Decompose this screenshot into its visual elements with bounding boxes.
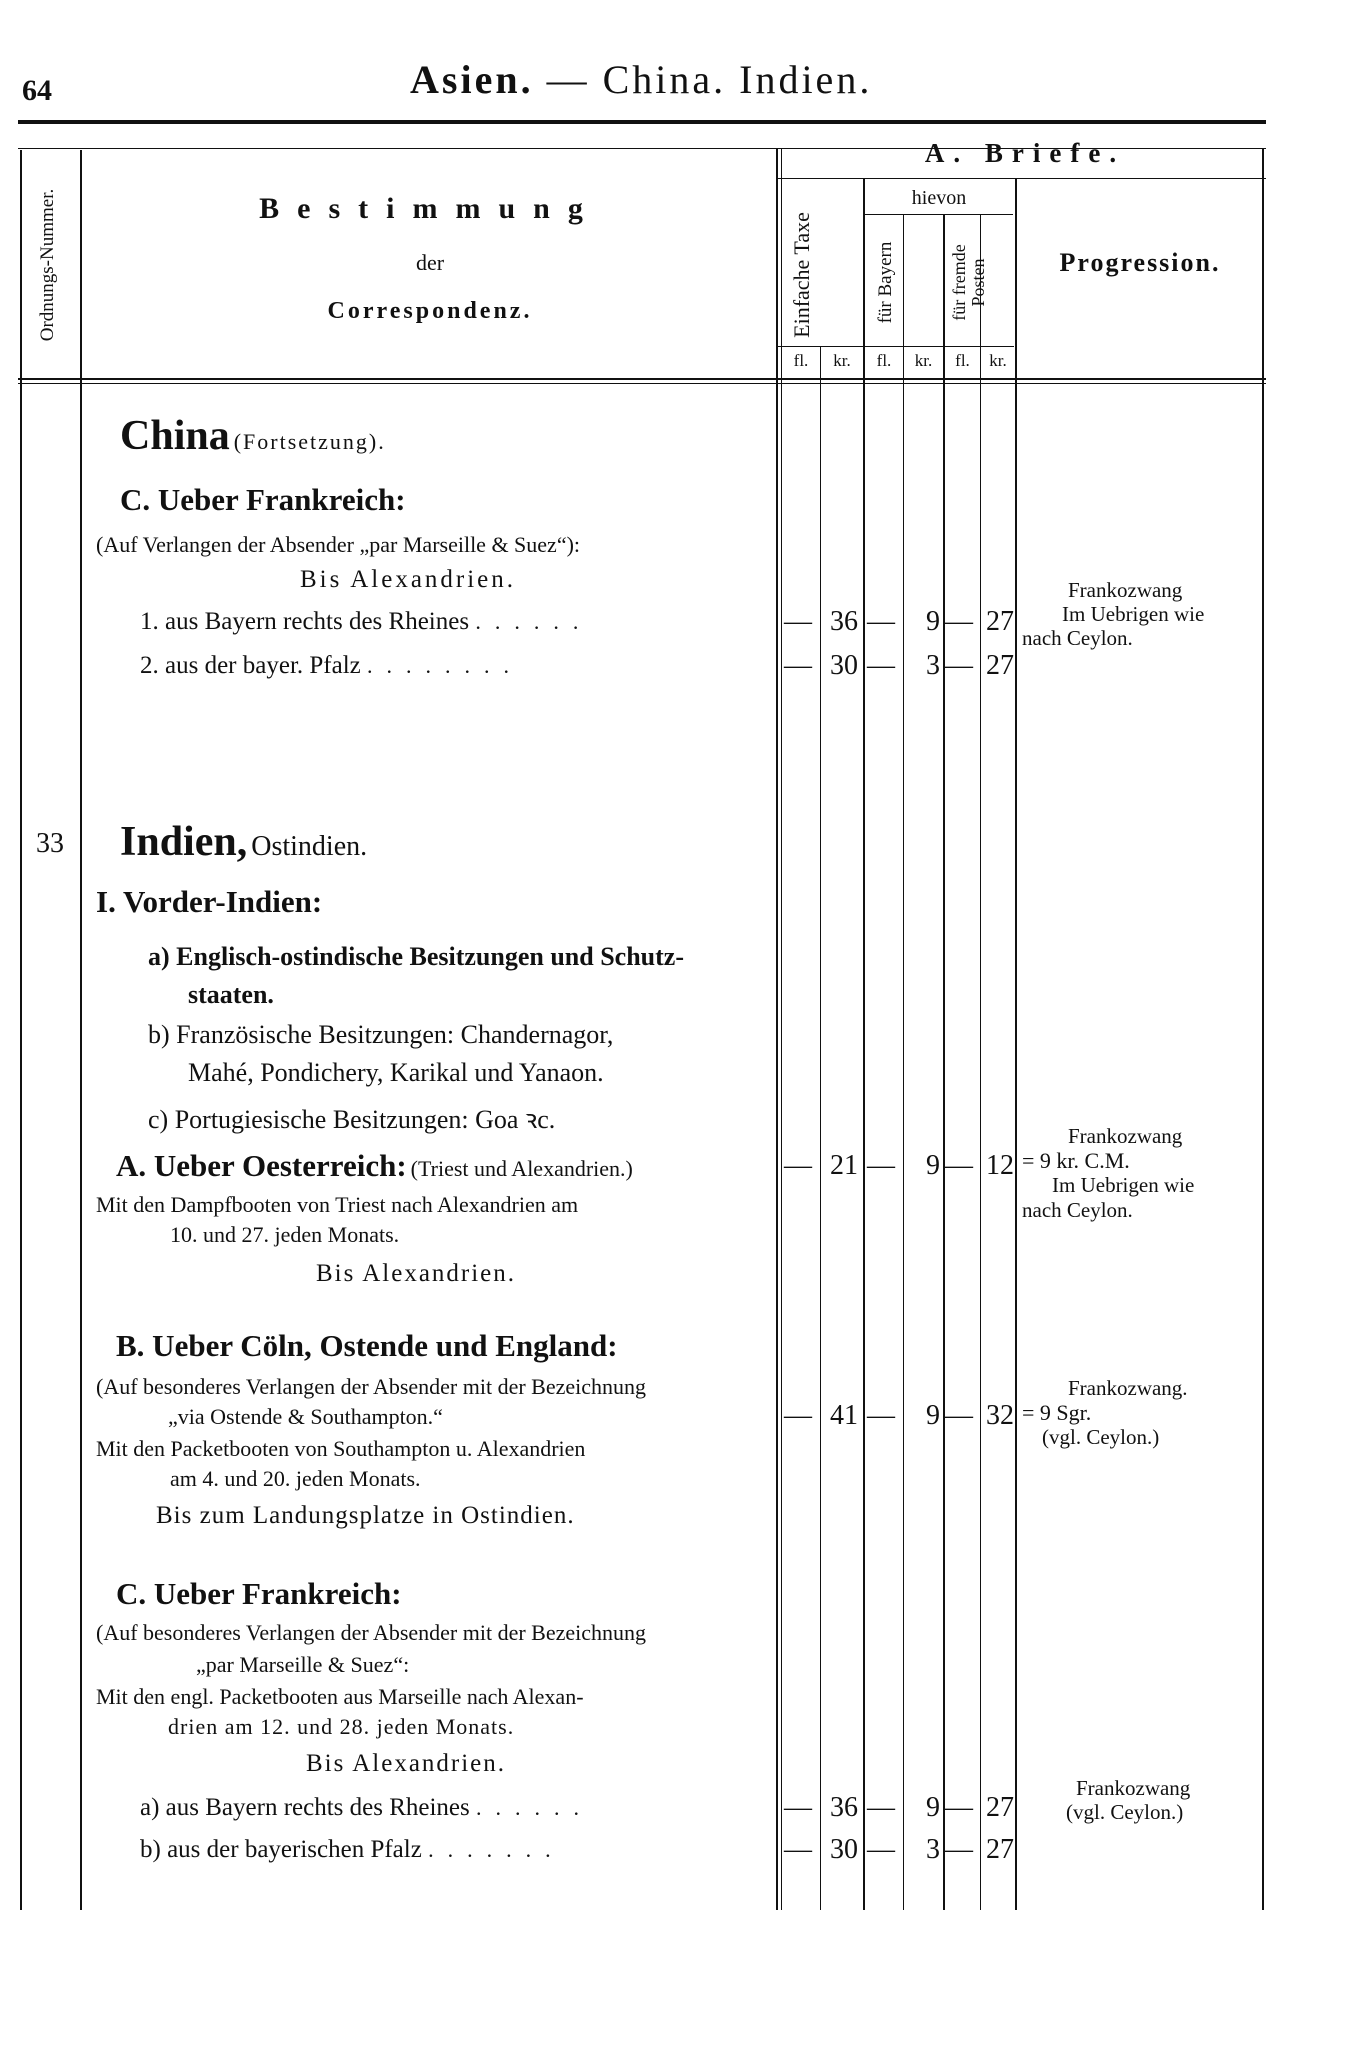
route-c-row-2-bfl: — <box>867 1834 895 1865</box>
route-b-line-1: (Auf besonderes Verlangen der Absender mit der Bezeichnung <box>96 1374 647 1399</box>
route-c-row-2-leader: ....... <box>428 1837 565 1862</box>
route-b-tfl: — <box>784 1400 812 1431</box>
header-briefe: A. Briefe. <box>924 138 1126 168</box>
china-row-2-bfl: — <box>867 650 895 681</box>
header-hievon: hievon <box>911 187 967 209</box>
route-c-row-2-fkr: 27 <box>986 1834 1014 1865</box>
route-a-prog-3: Im Uebrigen wie <box>1052 1173 1195 1198</box>
china-row-2-ffl: — <box>945 650 973 681</box>
route-c-row-2-label <box>140 1836 565 1864</box>
route-a-progression <box>1022 1124 1194 1222</box>
china-bis: Bis Alexandrien. <box>300 566 517 593</box>
route-c-line-4: drien am 12. und 28. jeden Monats. <box>168 1714 515 1739</box>
route-a-bkr: 9 <box>926 1150 940 1181</box>
china-row-1-fkr: 27 <box>986 606 1014 637</box>
indien-c-line-1: c) Portugiesische Besitzungen: Goa ꝛc. <box>148 1105 556 1134</box>
header-bottom-rule-2 <box>18 383 1266 384</box>
route-b-progression <box>1022 1376 1188 1450</box>
header-einfache-taxe: Einfache Taxe <box>789 212 814 338</box>
col-ffl <box>980 214 981 1910</box>
page-number: 64 <box>22 74 52 107</box>
route-c-row-1-bkr: 9 <box>926 1792 940 1823</box>
route-c-row-1-fkr: 27 <box>986 1792 1014 1823</box>
header-bottom-rule <box>18 378 1266 380</box>
indien-route-a-title <box>116 1148 633 1184</box>
route-c-row-1-bfl: — <box>867 1792 895 1823</box>
china-section-title <box>120 412 386 460</box>
route-b-bkr: 9 <box>926 1400 940 1431</box>
route-c-row-2-tkr: 30 <box>830 1834 858 1865</box>
route-a-tkr: 21 <box>830 1150 858 1181</box>
indien-b-line-1: b) Französische Besitzungen: Chandernagor, <box>148 1020 614 1049</box>
route-a-title: A. Ueber Oesterreich: <box>116 1148 407 1183</box>
china-row-2-tfl: — <box>784 650 812 681</box>
briefe-rule <box>778 178 1266 179</box>
page-title-main: Asien. <box>410 57 534 102</box>
china-row-2-fkr: 27 <box>986 650 1014 681</box>
china-prog-2: Im Uebrigen wie <box>1062 602 1205 627</box>
col-text-border <box>776 148 778 1910</box>
china-prog-1: Frankozwang <box>1068 578 1183 602</box>
header-fuer-fremde-posten: für fremde Posten <box>949 244 988 321</box>
china-row-1-label <box>140 608 592 636</box>
route-b-ffl: — <box>945 1400 973 1431</box>
col-tfl <box>820 346 821 1910</box>
indien-ordnungs-nummer: 33 <box>36 828 64 859</box>
china-row-1-leader: ...... <box>475 609 593 634</box>
route-c-title: C. Ueber Frankreich: <box>116 1576 402 1611</box>
route-c-row-1-text: a) aus Bayern rechts des Rheines <box>140 1794 470 1821</box>
header-ordnungs-nummer: Ordnungs-Nummer. <box>37 188 58 342</box>
china-title: China <box>120 413 230 459</box>
route-c-prog-2: (vgl. Ceylon.) <box>1066 1800 1184 1825</box>
route-b-line-4: am 4. und 20. jeden Monats. <box>170 1466 421 1491</box>
col-right-border <box>1262 148 1264 1910</box>
hievon-rule <box>865 214 1013 215</box>
china-row-2-text: 2. aus der bayer. Pfalz <box>140 652 361 679</box>
unit-tkr: kr. <box>833 351 851 370</box>
table-top-rule <box>18 120 1266 124</box>
route-a-line-2: 10. und 27. jeden Monats. <box>170 1222 400 1247</box>
route-b-fkr: 32 <box>986 1400 1014 1431</box>
route-b-prog-1: Frankozwang. <box>1068 1376 1188 1400</box>
china-prog-3: nach Ceylon. <box>1022 626 1133 651</box>
unit-bkr: kr. <box>914 351 933 370</box>
china-row-1-bkr: 9 <box>926 606 940 637</box>
col-fkr <box>1015 178 1017 1910</box>
china-row-2-label <box>140 652 523 680</box>
route-b-title: B. Ueber Cöln, Ostende und England: <box>116 1328 618 1363</box>
china-row-1-text: 1. aus Bayern rechts des Rheines <box>140 608 470 635</box>
route-c-row-1-label <box>140 1794 593 1822</box>
col-num-border <box>80 150 82 1910</box>
col-left-border <box>20 150 22 1910</box>
china-route-c: C. Ueber Frankreich: <box>120 482 406 517</box>
header-der: der <box>415 250 445 275</box>
indien-title: Indien, <box>120 819 248 865</box>
unit-ffl: fl. <box>955 351 970 370</box>
indien-b-line-2: Mahé, Pondichery, Karikal und Yanaon. <box>188 1058 604 1087</box>
route-a-prog-1: Frankozwang <box>1068 1124 1183 1148</box>
header-progression: Progression. <box>1059 248 1221 277</box>
route-a-prog-2: = 9 kr. C.M. <box>1022 1148 1130 1174</box>
china-note: (Auf Verlangen der Absender „par Marseille & Suez“): <box>96 532 581 557</box>
route-c-row-1-ffl: — <box>945 1792 973 1823</box>
route-c-row-2-bkr: 3 <box>926 1834 940 1865</box>
china-row-1-ffl: — <box>945 606 973 637</box>
route-a-fkr: 12 <box>986 1150 1014 1181</box>
route-b-bfl: — <box>867 1400 895 1431</box>
col-text-border-2 <box>781 148 782 1910</box>
china-row-1-tkr: 36 <box>830 606 858 637</box>
route-c-line-2: „par Marseille & Suez“: <box>196 1652 410 1677</box>
unit-bfl: fl. <box>876 351 892 370</box>
route-a-bis: Bis Alexandrien. <box>316 1260 517 1287</box>
route-a-prog-4: nach Ceylon. <box>1022 1197 1133 1222</box>
route-b-prog-2: = 9 Sgr. <box>1022 1400 1092 1426</box>
route-c-row-1-tkr: 36 <box>830 1792 858 1823</box>
route-c-row-1-tfl: — <box>784 1792 812 1823</box>
route-a-tfl: — <box>784 1150 812 1181</box>
china-row-1-bfl: — <box>867 606 895 637</box>
china-row-1-tfl: — <box>784 606 812 637</box>
route-a-bfl: — <box>867 1150 895 1181</box>
unit-fkr: kr. <box>989 351 1007 370</box>
route-c-row-2-ffl: — <box>945 1834 973 1865</box>
indien-vorder: I. Vorder-Indien: <box>96 884 323 919</box>
route-b-bis: Bis zum Landungsplatze in Ostindien. <box>156 1502 575 1529</box>
route-c-progression <box>1066 1776 1190 1824</box>
route-a-ffl: — <box>945 1150 973 1181</box>
indien-a-line-2: staaten. <box>188 980 274 1009</box>
china-progression <box>1022 578 1204 650</box>
route-c-row-2-text: b) aus der bayerischen Pfalz <box>140 1836 422 1863</box>
route-a-paren: (Triest und Alexandrien.) <box>410 1156 633 1181</box>
page-title-rest: — China. Indien. <box>546 57 873 102</box>
indien-subtitle: Ostindien. <box>251 831 368 862</box>
china-row-2-bkr: 3 <box>926 650 940 681</box>
page-title <box>410 56 872 103</box>
route-c-bis: Bis Alexandrien. <box>306 1750 507 1777</box>
route-c-line-3: Mit den engl. Packetbooten aus Marseille nach Alexan- <box>96 1684 584 1709</box>
header-correspondenz: Correspondenz. <box>327 298 533 324</box>
china-row-2-tkr: 30 <box>830 650 858 681</box>
china-row-2-leader: ........ <box>367 653 524 678</box>
col-bkr <box>943 214 945 1910</box>
route-b-line-3: Mit den Packetbooten von Southampton u. Alexandrien <box>96 1436 586 1461</box>
indien-section-title <box>120 818 367 866</box>
china-continuation: (Fortsetzung). <box>233 429 386 454</box>
route-b-prog-3: (vgl. Ceylon.) <box>1042 1425 1160 1450</box>
route-c-row-2-tfl: — <box>784 1834 812 1865</box>
route-b-tkr: 41 <box>830 1400 858 1431</box>
header-bestimmung: Bestimmung <box>259 192 601 225</box>
route-c-prog-1: Frankozwang <box>1076 1776 1191 1800</box>
unit-tfl: fl. <box>793 351 809 370</box>
header-fuer-bayern: für Bayern <box>875 241 896 324</box>
units-rule <box>778 346 1014 347</box>
route-c-row-1-leader: ...... <box>476 1795 593 1820</box>
indien-a-line-1: a) Englisch-ostindische Besitzungen und Schutz- <box>148 942 684 971</box>
route-a-line-1: Mit den Dampfbooten von Triest nach Alexandrien am <box>96 1192 579 1217</box>
col-tkr <box>863 178 865 1910</box>
route-c-line-1: (Auf besonderes Verlangen der Absender mit der Bezeichnung <box>96 1620 647 1645</box>
col-bfl <box>903 214 904 1910</box>
route-b-line-2: „via Ostende & Southampton.“ <box>168 1404 443 1429</box>
